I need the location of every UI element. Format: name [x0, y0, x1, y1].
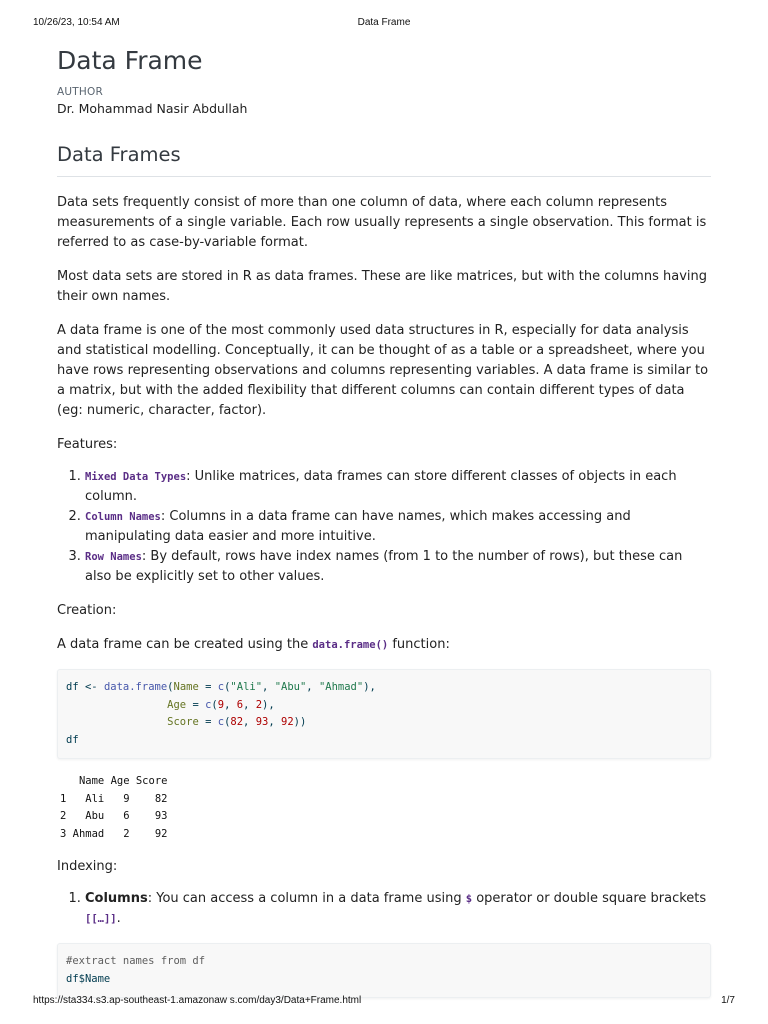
code-token: "Ahmad": [318, 681, 364, 693]
code-token: c: [217, 681, 225, 693]
print-datetime: 10/26/23, 10:54 AM: [33, 17, 120, 28]
author-label: AUTHOR: [57, 86, 103, 98]
code-token: 92: [281, 716, 294, 728]
list-item-text: : Unlike matrices, data frames can store different classes of objects in each column.: [85, 469, 677, 504]
code-indent: [66, 716, 167, 728]
print-page-number: 1/7: [721, 995, 735, 1006]
creation-text-after: function:: [388, 637, 450, 652]
code-block-create[interactable]: [57, 669, 711, 759]
list-item: [85, 467, 711, 507]
code-token: ),: [262, 698, 275, 711]
print-url: https://sta334.s3.ap-southeast-1.amazonaw s.com/day3/Data+Frame.html: [33, 995, 362, 1006]
features-label: Features:: [57, 437, 118, 452]
creation-text-before: A data frame can be created using the: [57, 637, 313, 652]
list-item-text: : By default, rows have index names (from 1 to the number of rows), but these can also be explicitly set to other values.: [85, 549, 683, 584]
code-token: 6: [236, 698, 244, 711]
code-token: =: [198, 681, 218, 693]
inline-code: Row Names: [85, 551, 142, 563]
list-item-text: : You can access a column in a data frame using: [147, 891, 466, 906]
output-line: 2 Abu 6 93: [60, 810, 168, 822]
indexing-list: [57, 889, 711, 929]
inline-code: Column Names: [85, 511, 161, 523]
code-token: ),: [363, 681, 376, 693]
list-item: [85, 889, 711, 929]
list-item: [85, 547, 711, 587]
code-token: ,: [224, 698, 237, 711]
code-token: "Abu": [274, 681, 307, 693]
inline-code-brackets: [[…]]: [85, 913, 117, 925]
features-list: [57, 467, 711, 587]
list-item: [85, 507, 711, 547]
list-item-bold: Columns: [85, 891, 148, 906]
code-token: Score: [167, 716, 199, 728]
code-token: Name: [173, 681, 199, 693]
code-token: "Ali": [230, 681, 263, 693]
code-output-dataframe: [57, 773, 711, 843]
output-line: 3 Ahmad 2 92: [60, 827, 168, 840]
code-token: (: [211, 698, 218, 711]
output-line: Name Age Score: [60, 775, 168, 787]
code-token: df: [66, 681, 79, 693]
paragraph-data-frames-in-r: Most data sets are stored in R as data frames. These are like matrices, but with the columns having their own names.: [57, 269, 707, 304]
code-token: ,: [268, 716, 282, 728]
code-token: 93: [255, 716, 269, 728]
section-heading: Data Frames: [57, 142, 711, 177]
print-footer: [33, 995, 735, 1009]
code-token: (: [167, 681, 174, 693]
list-item-text: operator or double square brackets: [472, 891, 707, 906]
code-token: (: [224, 681, 231, 693]
code-token: data.frame: [103, 681, 168, 693]
author-name: Dr. Mohammad Nasir Abdullah: [57, 101, 248, 116]
code-token: 9: [217, 698, 225, 711]
print-title: Data Frame: [357, 17, 411, 28]
creation-label: Creation:: [57, 603, 117, 618]
page-title: Data Frame: [57, 46, 203, 75]
code-indent: [66, 699, 167, 711]
code-token: c: [205, 698, 212, 711]
document-body: [57, 44, 711, 998]
list-item-text: : Columns in a data frame can have names, which makes accessing and manipulating data easier and more intuitive.: [85, 509, 631, 544]
list-item-text: .: [116, 911, 121, 926]
code-token: <-: [78, 681, 104, 693]
code-token: ,: [306, 681, 319, 693]
code-token: ,: [243, 716, 256, 728]
paragraph-case-by-variable: Data sets frequently consist of more than one column of data, where each column represents measurements of a single variable. Each row usually represents a single observation. This format is referred to as case-by-variable format.: [57, 195, 707, 250]
code-token: df$Name: [66, 972, 111, 985]
inline-code: Mixed Data Types: [85, 471, 187, 483]
output-line: 1 Ali 9 82: [60, 792, 168, 805]
code-token: 82: [230, 716, 244, 728]
code-comment: #extract names from df: [66, 955, 206, 967]
code-token: 2: [255, 698, 263, 711]
code-token: ,: [243, 698, 256, 711]
paragraph-data-frame-definition: A data frame is one of the most commonly used data structures in R, especially for data analysis and statistical modelling. Conceptually, it can be thought of as a table or a spreadsheet, where you have rows representing observations and columns representing variables. A data frame is similar to a matrix, but with the added flexibility that different columns can contain different types of data (eg: numeric, character, factor).: [57, 323, 709, 418]
code-token: c: [217, 716, 225, 728]
code-token: Age: [167, 698, 187, 711]
code-token: ,: [262, 681, 275, 693]
code-block-extract[interactable]: [57, 943, 711, 998]
inline-code-dollar: $: [465, 893, 473, 905]
code-token: =: [186, 698, 206, 711]
code-token: (: [224, 716, 231, 728]
print-header: [33, 17, 735, 31]
code-token: =: [198, 716, 218, 728]
code-token: )): [293, 716, 307, 728]
code-token: df: [66, 733, 79, 746]
indexing-label: Indexing:: [57, 859, 118, 874]
creation-text: [57, 635, 711, 655]
inline-code-data-frame: data.frame(): [312, 639, 389, 651]
